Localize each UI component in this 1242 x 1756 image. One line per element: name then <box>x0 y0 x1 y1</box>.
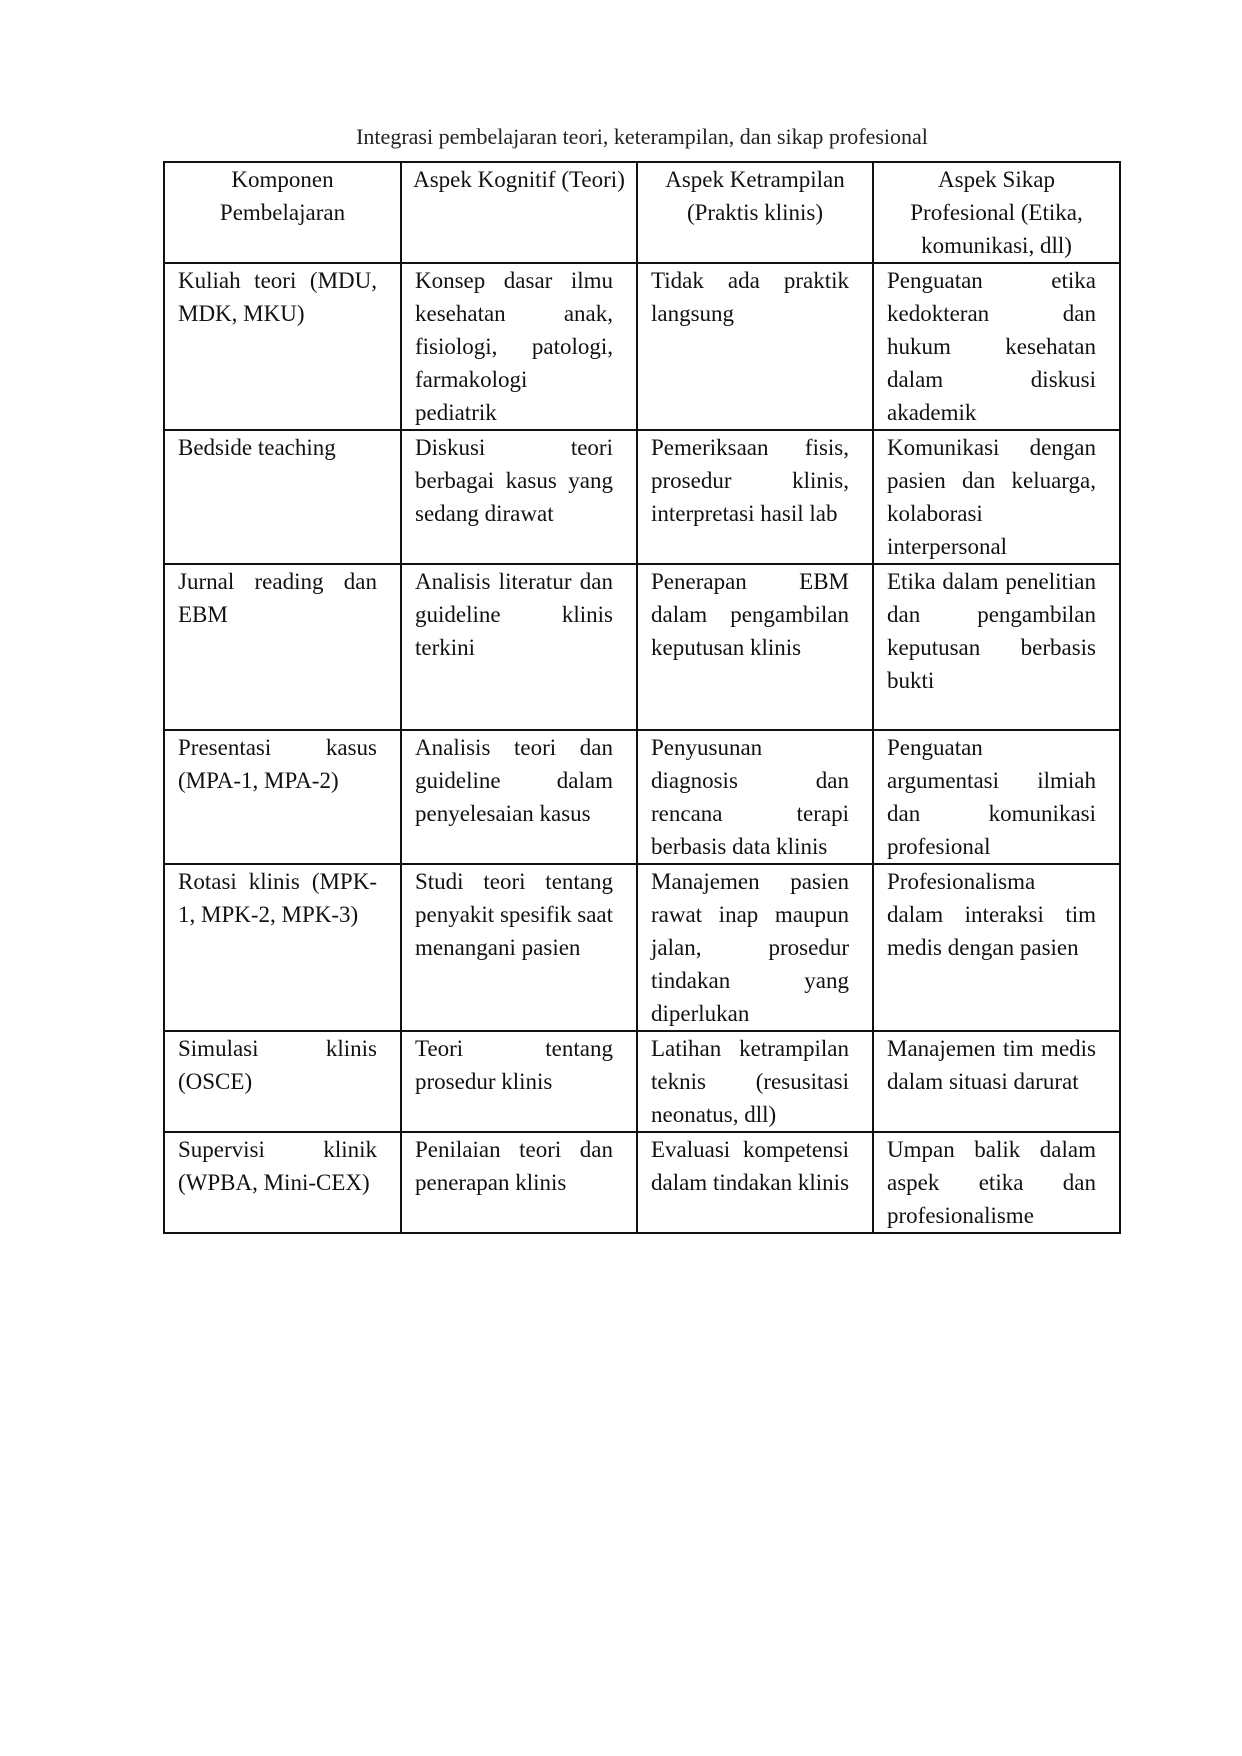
cell-kognitif: Analisis teori dan guideline dalam penyelesaian kasus <box>401 730 637 864</box>
cell-kognitif: Teori tentang prosedur klinis <box>401 1031 637 1132</box>
cell-ketrampilan: Tidak ada praktik langsung <box>637 263 873 430</box>
cell-kognitif: Analisis literatur dan guideline klinis terkini <box>401 564 637 730</box>
cell-kognitif: Diskusi teori berbagai kasus yang sedang dirawat <box>401 430 637 564</box>
cell-sikap: Manajemen tim medis dalam situasi darurat <box>873 1031 1120 1132</box>
table-row <box>164 1132 1120 1233</box>
cell-kognitif: Konsep dasar ilmu kesehatan anak, fisiologi, patologi, farmakologi pediatrik <box>401 263 637 430</box>
cell-ketrampilan: Pemeriksaan fisis, prosedur klinis, interpretasi hasil lab <box>637 430 873 564</box>
cell-komponen: Kuliah teori (MDU, MDK, MKU) <box>164 263 401 430</box>
cell-komponen: Supervisi klinik (WPBA, Mini-CEX) <box>164 1132 401 1233</box>
cell-komponen: Presentasi kasus (MPA-1, MPA-2) <box>164 730 401 864</box>
header-komponen: Komponen Pembelajaran <box>164 162 401 263</box>
header-ketrampilan: Aspek Ketrampilan (Praktis klinis) <box>637 162 873 263</box>
table-row <box>164 864 1120 1031</box>
cell-sikap: Etika dalam penelitian dan pengambilan keputusan berbasis bukti <box>873 564 1120 730</box>
table-row <box>164 730 1120 864</box>
table-caption-fragment <box>163 124 1121 150</box>
cell-sikap: Komunikasi dengan pasien dan keluarga, kolaborasi interpersonal <box>873 430 1120 564</box>
cell-kognitif: Studi teori tentang penyakit spesifik saat menangani pasien <box>401 864 637 1031</box>
cell-komponen: Rotasi klinis (MPK-1, MPK-2, MPK-3) <box>164 864 401 1031</box>
table-row <box>164 430 1120 564</box>
table-row <box>164 1031 1120 1132</box>
cell-sikap: Penguatan argumentasi ilmiah dan komunikasi profesional <box>873 730 1120 864</box>
cell-ketrampilan: Penerapan EBM dalam pengambilan keputusan klinis <box>637 564 873 730</box>
table-header-row <box>164 162 1120 263</box>
table-row <box>164 263 1120 430</box>
learning-components-table <box>163 161 1121 1234</box>
cell-ketrampilan: Evaluasi kompetensi dalam tindakan klinis <box>637 1132 873 1233</box>
header-kognitif: Aspek Kognitif (Teori) <box>401 162 637 263</box>
cell-ketrampilan: Latihan ketrampilan teknis (resusitasi neonatus, dll) <box>637 1031 873 1132</box>
table-row <box>164 564 1120 730</box>
table-caption-text: Integrasi pembelajaran teori, keterampilan, dan sikap profesional <box>356 124 928 149</box>
cell-komponen: Jurnal reading dan EBM <box>164 564 401 730</box>
cell-sikap: Umpan balik dalam aspek etika dan profesionalisme <box>873 1132 1120 1233</box>
cell-sikap: Penguatan etika kedokteran dan hukum kesehatan dalam diskusi akademik <box>873 263 1120 430</box>
cell-komponen: Simulasi klinis (OSCE) <box>164 1031 401 1132</box>
cell-sikap: Profesionalisma dalam interaksi tim medis dengan pasien <box>873 864 1120 1031</box>
cell-kognitif: Penilaian teori dan penerapan klinis <box>401 1132 637 1233</box>
header-sikap: Aspek Sikap Profesional (Etika, komunikasi, dll) <box>873 162 1120 263</box>
cell-ketrampilan: Manajemen pasien rawat inap maupun jalan, prosedur tindakan yang diperlukan <box>637 864 873 1031</box>
cell-komponen: Bedside teaching <box>164 430 401 564</box>
cell-ketrampilan: Penyusunan diagnosis dan rencana terapi berbasis data klinis <box>637 730 873 864</box>
